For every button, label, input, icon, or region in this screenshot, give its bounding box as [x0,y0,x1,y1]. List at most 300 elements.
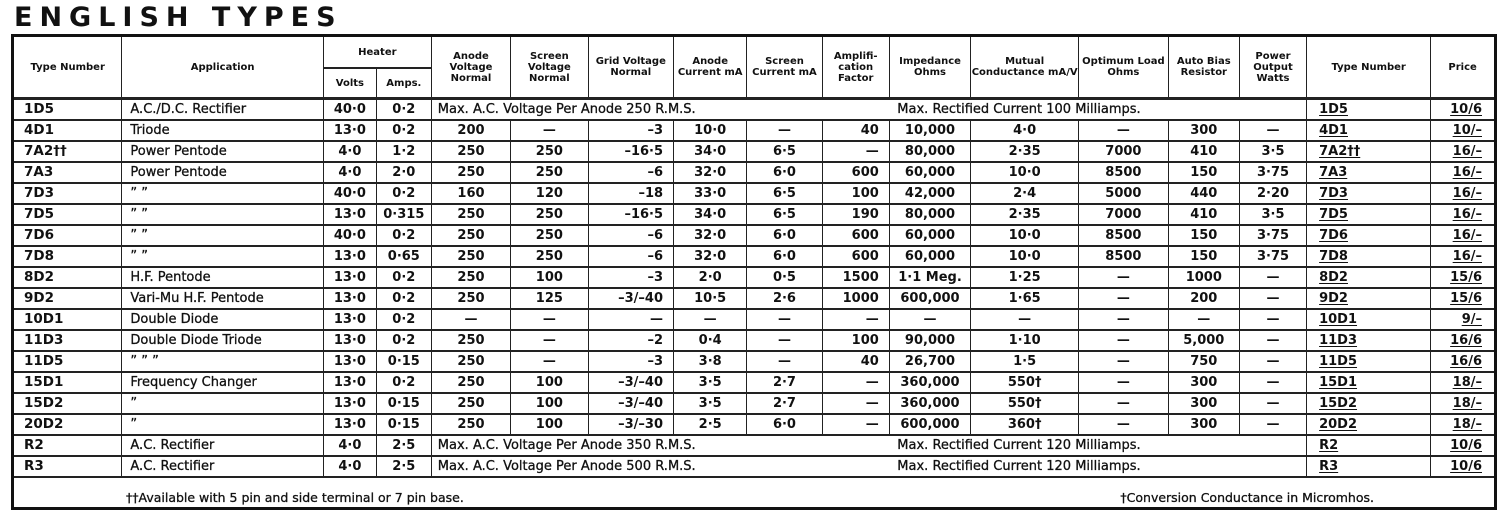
rating-note-voltage: Max. A.C. Voltage Per Anode 500 R.M.S. [431,456,889,477]
screen-i-cell: 0·5 [747,267,822,288]
header-heater-volts: Volts [323,68,376,99]
header-mutual-conductance: Mutual Conductance mA/V [971,37,1079,99]
type-number-repeat-cell: 20D2 [1307,414,1431,435]
anode-v-cell: 250 [431,246,510,267]
screen-v-cell: — [511,309,588,330]
application-cell: A.C. Rectifier [122,456,324,477]
type-number-cell: 4D1 [14,120,122,141]
screen-i-cell: 6·5 [747,141,822,162]
impedance-cell: 1·1 Meg. [889,267,970,288]
type-number-repeat-cell: 15D2 [1307,393,1431,414]
grid-v-cell: — [588,309,674,330]
price-cell: 10/– [1431,120,1494,141]
screen-i-cell: 6·0 [747,162,822,183]
load-cell: — [1079,372,1169,393]
type-number-repeat-cell: 7A2†† [1307,141,1431,162]
table-row [14,183,1494,204]
bias-cell: 440 [1168,183,1239,204]
heater-volts-cell: 13·0 [323,414,376,435]
heater-amps-cell: 0·315 [376,204,431,225]
mutual-cell: 550† [971,372,1079,393]
power-cell: 3·5 [1239,204,1306,225]
mutual-cell: 1·10 [971,330,1079,351]
heater-volts-cell: 40·0 [323,99,376,121]
anode-i-cell: 2·0 [674,267,747,288]
grid-v-cell: –6 [588,246,674,267]
load-cell: 8500 [1079,162,1169,183]
rating-note-voltage: Max. A.C. Voltage Per Anode 350 R.M.S. [431,435,889,456]
page-title: ENGLISH TYPES [14,2,343,33]
screen-v-cell: 250 [511,141,588,162]
bias-cell: 300 [1168,414,1239,435]
power-cell: 3·75 [1239,246,1306,267]
heater-volts-cell: 4·0 [323,141,376,162]
header-auto-bias: Auto Bias Resistor [1168,37,1239,99]
amp-factor-cell: 190 [822,204,889,225]
load-cell: — [1079,120,1169,141]
heater-volts-cell: 13·0 [323,330,376,351]
anode-v-cell: 250 [431,330,510,351]
bias-cell: 5,000 [1168,330,1239,351]
screen-i-cell: 6·0 [747,414,822,435]
table-row [14,351,1494,372]
amp-factor-cell: — [822,393,889,414]
heater-amps-cell: 0·2 [376,225,431,246]
screen-v-cell: — [511,330,588,351]
application-cell: ” ” [122,225,324,246]
load-cell: 7000 [1079,204,1169,225]
table-row [14,330,1494,351]
impedance-cell: 90,000 [889,330,970,351]
type-number-cell: 11D3 [14,330,122,351]
type-number-cell: R2 [14,435,122,456]
grid-v-cell: –3/–40 [588,372,674,393]
impedance-cell: 10,000 [889,120,970,141]
application-cell: A.C. Rectifier [122,435,324,456]
amp-factor-cell: 40 [822,351,889,372]
table-row [14,162,1494,183]
screen-v-cell: — [511,351,588,372]
table-row [14,225,1494,246]
grid-v-cell: –6 [588,225,674,246]
load-cell: 5000 [1079,183,1169,204]
amp-factor-cell: 100 [822,183,889,204]
bias-cell: 150 [1168,162,1239,183]
price-cell: 10/6 [1431,435,1494,456]
heater-volts-cell: 13·0 [323,393,376,414]
table-row [14,99,1494,121]
mutual-cell: 10·0 [971,246,1079,267]
impedance-cell: 60,000 [889,162,970,183]
amp-factor-cell: — [822,372,889,393]
load-cell: — [1079,309,1169,330]
bias-cell: 300 [1168,393,1239,414]
impedance-cell: 26,700 [889,351,970,372]
type-number-repeat-cell: 7D8 [1307,246,1431,267]
header-screen-voltage: Screen Voltage Normal [511,37,588,99]
type-number-repeat-cell: 7D5 [1307,204,1431,225]
anode-i-cell: 3·5 [674,372,747,393]
amp-factor-cell: — [822,414,889,435]
grid-v-cell: –3 [588,267,674,288]
anode-v-cell: 250 [431,372,510,393]
type-number-cell: 11D5 [14,351,122,372]
price-cell: 16/6 [1431,330,1494,351]
heater-volts-cell: 13·0 [323,267,376,288]
impedance-cell: 80,000 [889,141,970,162]
price-cell: 16/– [1431,141,1494,162]
impedance-cell: 600,000 [889,414,970,435]
application-cell: H.F. Pentode [122,267,324,288]
header-price: Price [1431,37,1494,99]
type-number-repeat-cell: R2 [1307,435,1431,456]
anode-v-cell: 200 [431,120,510,141]
price-cell: 18/– [1431,372,1494,393]
table-row [14,309,1494,330]
type-number-cell: 9D2 [14,288,122,309]
price-cell: 16/– [1431,246,1494,267]
application-cell: ” ” [122,183,324,204]
grid-v-cell: –18 [588,183,674,204]
type-number-repeat-cell: 8D2 [1307,267,1431,288]
type-number-cell: 1D5 [14,99,122,121]
price-cell: 9/– [1431,309,1494,330]
mutual-cell: 2·4 [971,183,1079,204]
screen-v-cell: 100 [511,267,588,288]
mutual-cell: 360† [971,414,1079,435]
amp-factor-cell: 100 [822,330,889,351]
application-cell: Power Pentode [122,141,324,162]
screen-i-cell: — [747,309,822,330]
price-cell: 15/6 [1431,267,1494,288]
screen-v-cell: 120 [511,183,588,204]
screen-i-cell: — [747,351,822,372]
application-cell: Frequency Changer [122,372,324,393]
price-cell: 16/– [1431,183,1494,204]
anode-i-cell: 3·8 [674,351,747,372]
power-cell: — [1239,393,1306,414]
screen-v-cell: 250 [511,225,588,246]
price-cell: 16/– [1431,204,1494,225]
type-number-cell: 7D8 [14,246,122,267]
anode-i-cell: 32·0 [674,246,747,267]
heater-volts-cell: 13·0 [323,372,376,393]
grid-v-cell: –16·5 [588,141,674,162]
anode-v-cell: 250 [431,351,510,372]
anode-i-cell: 33·0 [674,183,747,204]
type-number-repeat-cell: 10D1 [1307,309,1431,330]
bias-cell: 300 [1168,372,1239,393]
heater-volts-cell: 40·0 [323,225,376,246]
power-cell: 2·20 [1239,183,1306,204]
load-cell: — [1079,267,1169,288]
type-number-repeat-cell: 11D3 [1307,330,1431,351]
heater-amps-cell: 2·5 [376,435,431,456]
anode-v-cell: 250 [431,288,510,309]
table-row [14,141,1494,162]
anode-i-cell: 10·0 [674,120,747,141]
rating-note-voltage: Max. A.C. Voltage Per Anode 250 R.M.S. [431,99,889,121]
header-grid-voltage: Grid Voltage Normal [588,37,674,99]
grid-v-cell: –2 [588,330,674,351]
type-number-cell: R3 [14,456,122,477]
power-cell: — [1239,309,1306,330]
heater-volts-cell: 13·0 [323,288,376,309]
heater-volts-cell: 13·0 [323,120,376,141]
impedance-cell: 60,000 [889,246,970,267]
anode-v-cell: 250 [431,141,510,162]
impedance-cell: 80,000 [889,204,970,225]
heater-amps-cell: 2·0 [376,162,431,183]
application-cell: ” [122,393,324,414]
header-amplification: Amplifi- cation Factor [822,37,889,99]
table-row [14,120,1494,141]
load-cell: 7000 [1079,141,1169,162]
screen-i-cell: 6·0 [747,246,822,267]
grid-v-cell: –3/–40 [588,393,674,414]
application-cell: A.C./D.C. Rectifier [122,99,324,121]
heater-amps-cell: 0·2 [376,267,431,288]
heater-volts-cell: 4·0 [323,162,376,183]
anode-v-cell: 250 [431,393,510,414]
application-cell: Double Diode Triode [122,330,324,351]
application-cell: Vari-Mu H.F. Pentode [122,288,324,309]
application-cell: ” ” [122,246,324,267]
type-number-repeat-cell: 7D6 [1307,225,1431,246]
anode-v-cell: 250 [431,414,510,435]
type-number-cell: 15D2 [14,393,122,414]
screen-v-cell: 100 [511,414,588,435]
table-row [14,204,1494,225]
anode-v-cell: 160 [431,183,510,204]
screen-v-cell: 250 [511,204,588,225]
heater-amps-cell: 0·15 [376,351,431,372]
bias-cell: 410 [1168,204,1239,225]
type-number-cell: 8D2 [14,267,122,288]
header-impedance: Impedance Ohms [889,37,970,99]
power-cell: 3·5 [1239,141,1306,162]
heater-amps-cell: 0·2 [376,288,431,309]
price-cell: 18/– [1431,393,1494,414]
screen-i-cell: 6·5 [747,204,822,225]
header-power-output: Power Output Watts [1239,37,1306,99]
heater-amps-cell: 0·2 [376,309,431,330]
power-cell: 3·75 [1239,225,1306,246]
header-optimum-load: Optimum Load Ohms [1079,37,1169,99]
load-cell: 8500 [1079,225,1169,246]
impedance-cell: 600,000 [889,288,970,309]
load-cell: 8500 [1079,246,1169,267]
anode-i-cell: 10·5 [674,288,747,309]
screen-v-cell: 100 [511,372,588,393]
price-cell: 16/– [1431,162,1494,183]
type-number-repeat-cell: 1D5 [1307,99,1431,121]
amp-factor-cell: 1000 [822,288,889,309]
heater-amps-cell: 0·15 [376,414,431,435]
type-number-cell: 7D5 [14,204,122,225]
type-number-repeat-cell: 4D1 [1307,120,1431,141]
rating-note-current: Max. Rectified Current 100 Milliamps. [889,99,1306,121]
load-cell: — [1079,393,1169,414]
heater-amps-cell: 0·2 [376,120,431,141]
table-row [14,456,1494,477]
anode-v-cell: — [431,309,510,330]
mutual-cell: 1·25 [971,267,1079,288]
type-number-cell: 15D1 [14,372,122,393]
screen-v-cell: 250 [511,162,588,183]
table-row [14,435,1494,456]
table-row [14,246,1494,267]
price-cell: 15/6 [1431,288,1494,309]
impedance-cell: 60,000 [889,225,970,246]
footnote-row [14,477,1494,516]
amp-factor-cell: — [822,141,889,162]
heater-volts-cell: 13·0 [323,351,376,372]
impedance-cell: — [889,309,970,330]
bias-cell: 300 [1168,120,1239,141]
header-anode-voltage: Anode Voltage Normal [431,37,510,99]
impedance-cell: 360,000 [889,393,970,414]
type-number-repeat-cell: 7A3 [1307,162,1431,183]
screen-i-cell: 2·7 [747,372,822,393]
table-row [14,414,1494,435]
power-cell: — [1239,351,1306,372]
application-cell: ” ” [122,204,324,225]
heater-amps-cell: 0·2 [376,372,431,393]
type-number-repeat-cell: 9D2 [1307,288,1431,309]
header-anode-current: Anode Current mA [674,37,747,99]
application-cell: ” ” ” [122,351,324,372]
heater-amps-cell: 0·65 [376,246,431,267]
amp-factor-cell: 600 [822,162,889,183]
screen-i-cell: 6·5 [747,183,822,204]
heater-volts-cell: 4·0 [323,456,376,477]
heater-amps-cell: 1·2 [376,141,431,162]
rating-note-current: Max. Rectified Current 120 Milliamps. [889,456,1306,477]
type-number-cell: 7D3 [14,183,122,204]
table-body [14,99,1494,517]
power-cell: — [1239,120,1306,141]
table-row [14,393,1494,414]
price-cell: 16/6 [1431,351,1494,372]
type-number-cell: 7A2†† [14,141,122,162]
anode-i-cell: 32·0 [674,162,747,183]
price-cell: 10/6 [1431,456,1494,477]
application-cell: Power Pentode [122,162,324,183]
heater-volts-cell: 40·0 [323,183,376,204]
impedance-cell: 42,000 [889,183,970,204]
mutual-cell: 2·35 [971,204,1079,225]
application-cell: Triode [122,120,324,141]
grid-v-cell: –16·5 [588,204,674,225]
screen-i-cell: 2·7 [747,393,822,414]
screen-i-cell: 2·6 [747,288,822,309]
price-cell: 18/– [1431,414,1494,435]
mutual-cell: 2·35 [971,141,1079,162]
anode-v-cell: 250 [431,225,510,246]
header-application: Application [122,37,324,99]
type-number-repeat-cell: 11D5 [1307,351,1431,372]
grid-v-cell: –3 [588,351,674,372]
mutual-cell: 4·0 [971,120,1079,141]
power-cell: 3·75 [1239,162,1306,183]
bias-cell: 150 [1168,246,1239,267]
grid-v-cell: –3/–40 [588,288,674,309]
power-cell: — [1239,372,1306,393]
anode-v-cell: 250 [431,204,510,225]
impedance-cell: 360,000 [889,372,970,393]
heater-volts-cell: 13·0 [323,246,376,267]
anode-i-cell: 2·5 [674,414,747,435]
screen-i-cell: — [747,120,822,141]
screen-i-cell: — [747,330,822,351]
bias-cell: 200 [1168,288,1239,309]
power-cell: — [1239,288,1306,309]
rating-note-current: Max. Rectified Current 120 Milliamps. [889,435,1306,456]
mutual-cell: 10·0 [971,225,1079,246]
heater-amps-cell: 0·2 [376,183,431,204]
anode-i-cell: 34·0 [674,204,747,225]
table-row [14,267,1494,288]
type-number-cell: 10D1 [14,309,122,330]
type-number-cell: 7D6 [14,225,122,246]
header-screen-current: Screen Current mA [747,37,822,99]
heater-volts-cell: 13·0 [323,204,376,225]
type-number-cell: 20D2 [14,414,122,435]
screen-v-cell: — [511,120,588,141]
amp-factor-cell: 1500 [822,267,889,288]
power-cell: — [1239,414,1306,435]
bias-cell: 150 [1168,225,1239,246]
header-heater: Heater [323,37,431,68]
type-number-repeat-cell: 7D3 [1307,183,1431,204]
application-cell: ” [122,414,324,435]
mutual-cell: 550† [971,393,1079,414]
anode-i-cell: — [674,309,747,330]
bias-cell: 410 [1168,141,1239,162]
type-number-repeat-cell: 15D1 [1307,372,1431,393]
amp-factor-cell: 600 [822,225,889,246]
load-cell: — [1079,351,1169,372]
load-cell: — [1079,330,1169,351]
mutual-cell: 1·5 [971,351,1079,372]
anode-i-cell: 32·0 [674,225,747,246]
valve-spec-table [14,37,1494,516]
mutual-cell: 10·0 [971,162,1079,183]
type-number-cell: 7A3 [14,162,122,183]
bias-cell: 750 [1168,351,1239,372]
anode-i-cell: 0·4 [674,330,747,351]
bias-cell: 1000 [1168,267,1239,288]
anode-v-cell: 250 [431,267,510,288]
screen-v-cell: 125 [511,288,588,309]
power-cell: — [1239,330,1306,351]
amp-factor-cell: — [822,309,889,330]
load-cell: — [1079,288,1169,309]
screen-i-cell: 6·0 [747,225,822,246]
price-cell: 16/– [1431,225,1494,246]
heater-amps-cell: 0·2 [376,330,431,351]
application-cell: Double Diode [122,309,324,330]
type-number-repeat-cell: R3 [1307,456,1431,477]
mutual-cell: 1·65 [971,288,1079,309]
anode-i-cell: 34·0 [674,141,747,162]
header-type-number-2: Type Number [1307,37,1431,99]
heater-volts-cell: 4·0 [323,435,376,456]
table-row [14,288,1494,309]
amp-factor-cell: 40 [822,120,889,141]
price-cell: 10/6 [1431,99,1494,121]
